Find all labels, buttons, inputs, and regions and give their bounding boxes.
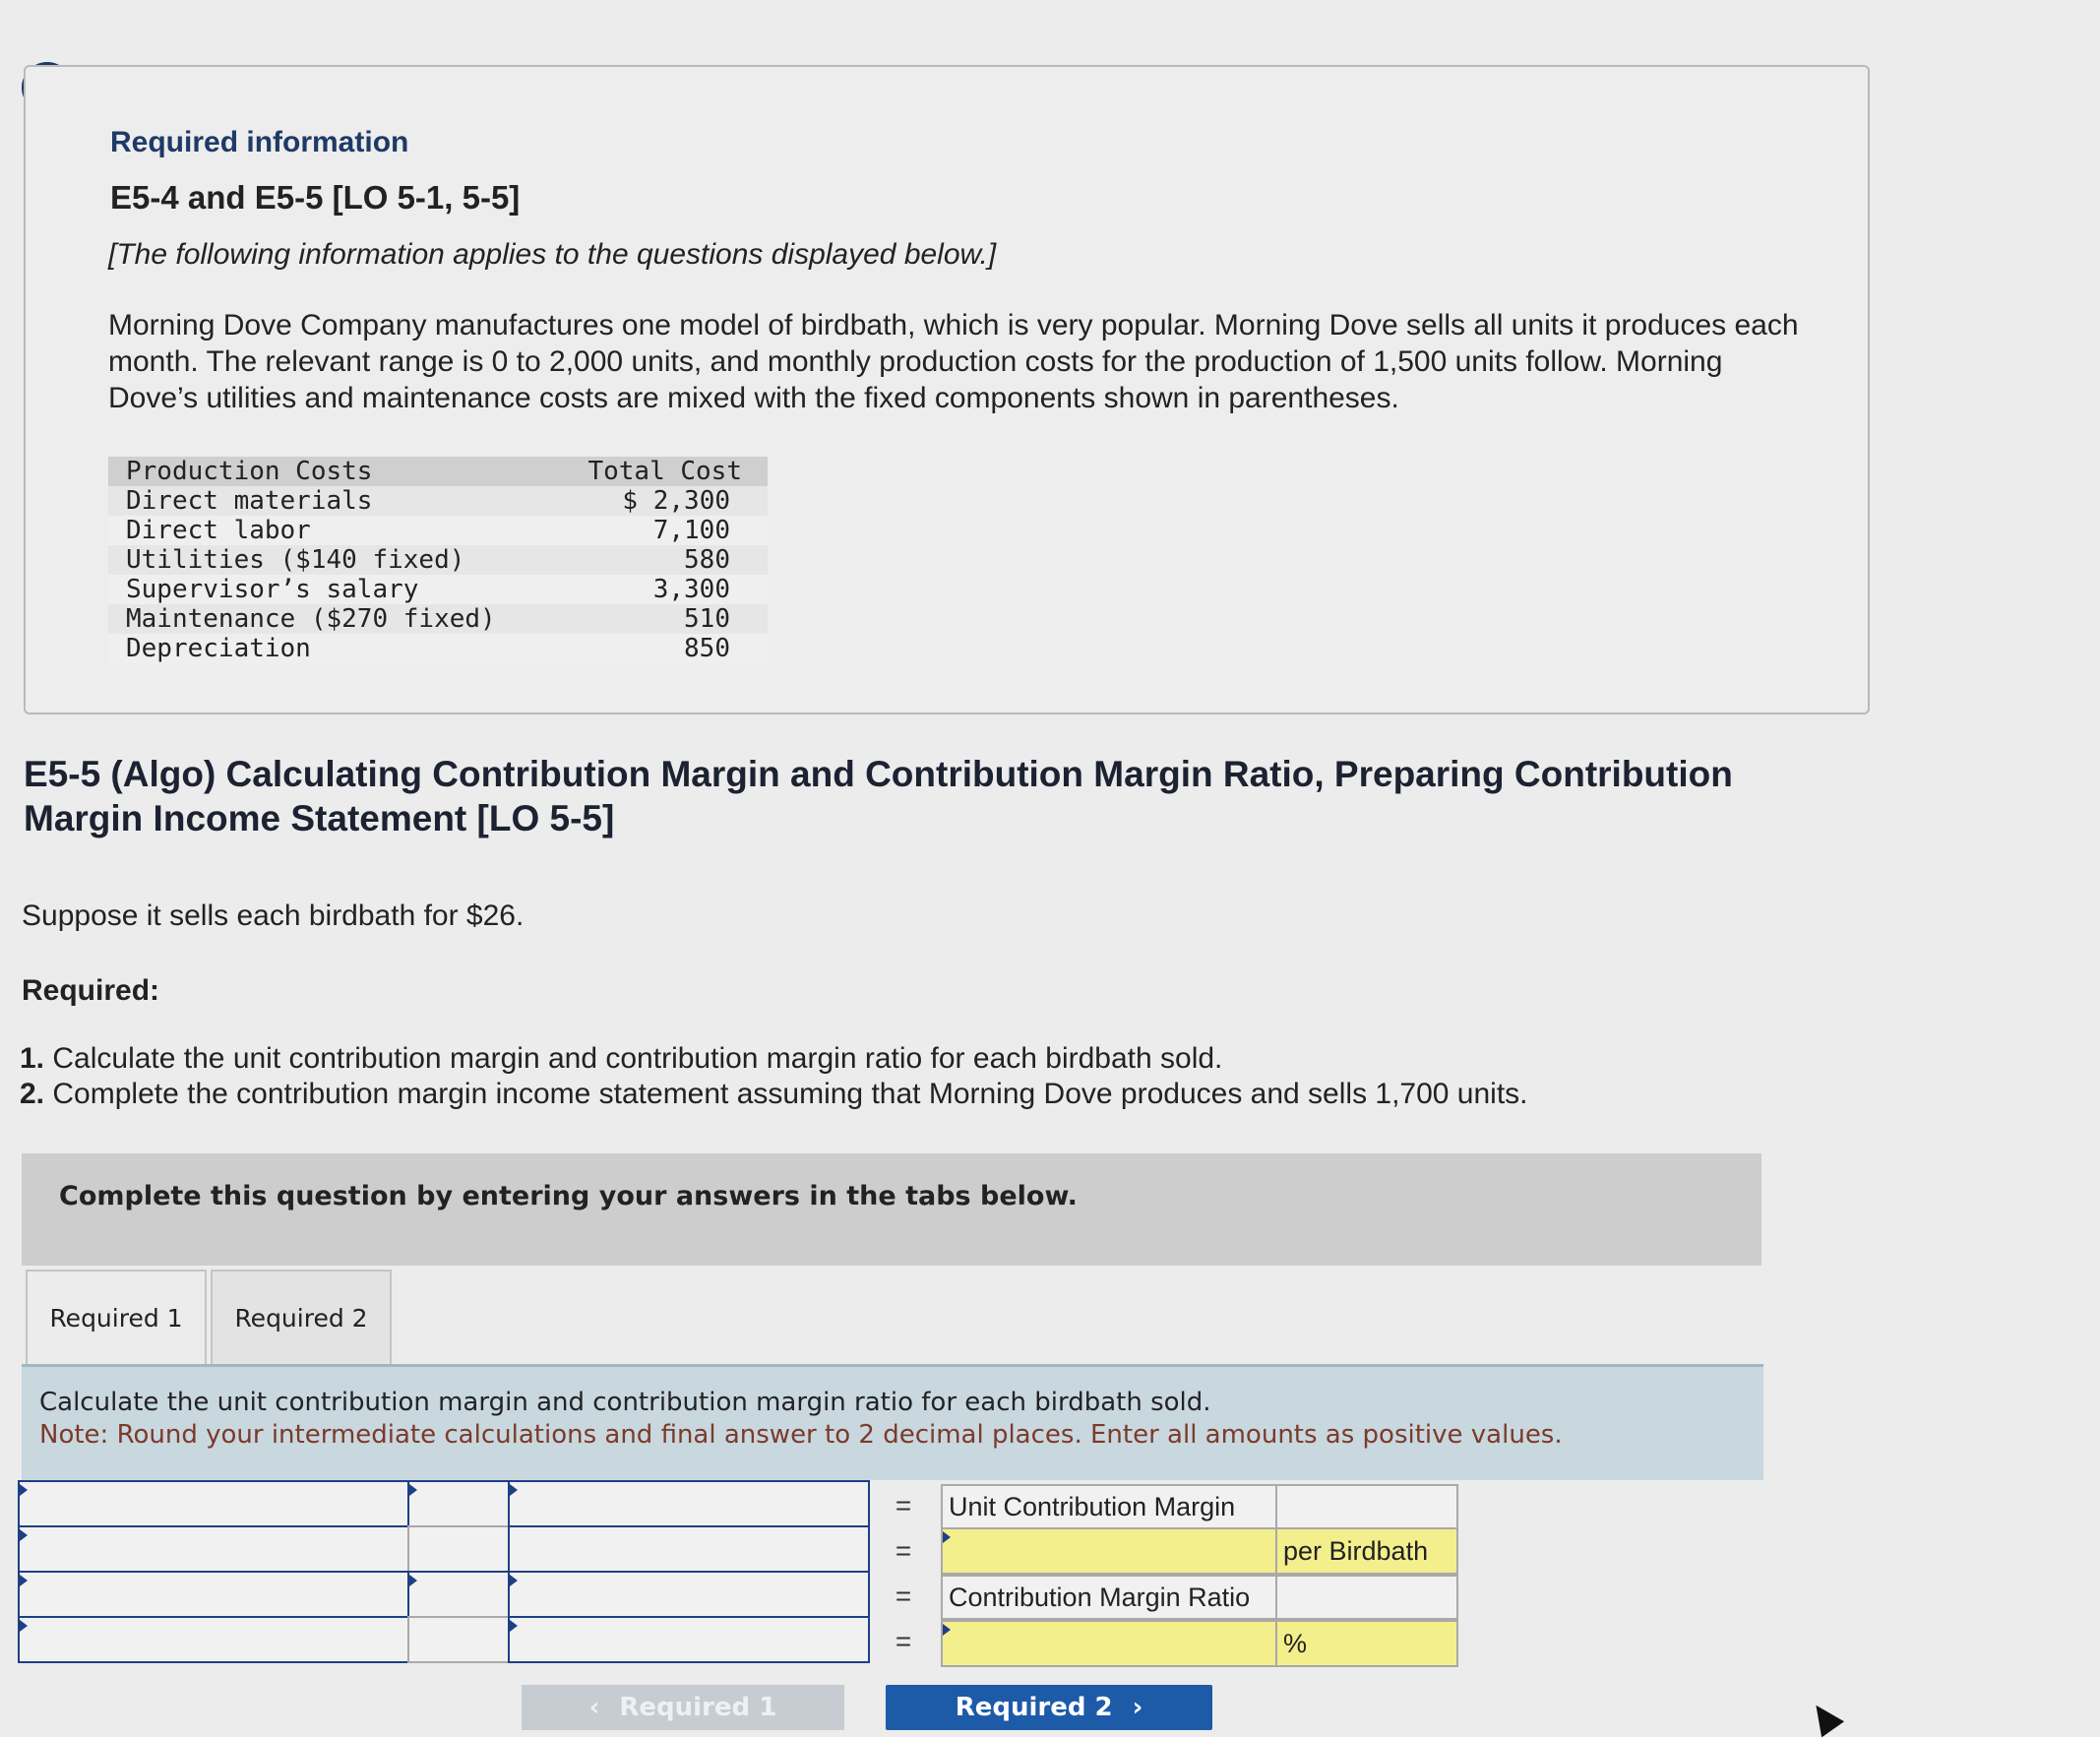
table-row xyxy=(108,575,768,604)
mouse-cursor-icon xyxy=(1805,1698,1844,1737)
column-header-total-cost: Total Cost xyxy=(552,457,768,486)
row3-operator-input[interactable] xyxy=(409,1573,508,1616)
table-row xyxy=(108,604,768,634)
cost-item: Direct materials xyxy=(108,486,552,516)
cost-item: Direct labor xyxy=(108,516,552,545)
equals-sign: = xyxy=(895,1626,912,1656)
blank-label-cell xyxy=(1275,1484,1458,1529)
column-header-production-costs: Production Costs xyxy=(108,457,552,486)
row3-value-input[interactable] xyxy=(510,1573,868,1616)
table-header-row xyxy=(108,457,768,486)
required-list xyxy=(20,1041,1528,1112)
row2-label-select[interactable] xyxy=(18,1525,409,1573)
question-title: E5-5 (Algo) Calculating Contribution Margin and Contribution Margin Ratio, Preparing Contribution Margin Income Statement [LO 5-5] xyxy=(24,754,1733,838)
row1-label-select[interactable] xyxy=(18,1480,409,1527)
equals-sign: = xyxy=(895,1490,912,1520)
instruction-banner: Complete this question by entering your answers in the tabs below. xyxy=(22,1153,1761,1266)
cost-item: Depreciation xyxy=(108,634,552,663)
previous-button-label: Required 1 xyxy=(619,1693,777,1722)
tab-required-1[interactable]: Required 1 xyxy=(26,1270,207,1364)
instruction-note: Note: Round your intermediate calculations and final answer to 2 decimal places. Enter all amounts as positive values. xyxy=(39,1420,1563,1450)
row4-value-input[interactable] xyxy=(510,1618,868,1661)
list-item-number: 1. xyxy=(20,1042,45,1075)
table-row xyxy=(108,516,768,545)
list-item-number: 2. xyxy=(20,1078,45,1110)
unit-contribution-margin-input[interactable] xyxy=(943,1529,1275,1573)
percent-label: % xyxy=(1275,1620,1458,1667)
required-information-heading: Required information xyxy=(110,126,409,158)
list-item xyxy=(20,1077,1528,1112)
list-item xyxy=(20,1041,1528,1077)
row1-value-input-cell[interactable] xyxy=(508,1480,870,1527)
instruction-main: Calculate the unit contribution margin and contribution margin ratio for each birdbath sold. xyxy=(39,1388,1211,1417)
row3-label-select[interactable] xyxy=(18,1571,409,1618)
row2-label-input[interactable] xyxy=(20,1527,407,1571)
contribution-margin-ratio-answer[interactable] xyxy=(941,1620,1277,1667)
contribution-margin-ratio-label: Contribution Margin Ratio xyxy=(941,1575,1277,1620)
reference-title: E5-4 and E5-5 [LO 5-1, 5-5] xyxy=(110,179,521,216)
selling-price-text: Suppose it sells each birdbath for $26. xyxy=(22,900,525,932)
cost-value: 7,100 xyxy=(552,516,768,545)
per-birdbath-label: per Birdbath xyxy=(1275,1527,1458,1575)
chevron-left-icon: ‹ xyxy=(588,1693,600,1722)
row1-operator-select[interactable] xyxy=(407,1480,510,1527)
equals-sign: = xyxy=(895,1581,912,1611)
row1-operator-input[interactable] xyxy=(409,1482,508,1525)
list-item-text: Complete the contribution margin income statement assuming that Morning Dove produces and sells 1,700 units. xyxy=(52,1078,1528,1110)
row1-value-input[interactable] xyxy=(510,1482,868,1525)
tab-instructions xyxy=(22,1364,1763,1480)
cost-item: Maintenance ($270 fixed) xyxy=(108,604,552,634)
equals-sign: = xyxy=(895,1535,912,1566)
required-label: Required: xyxy=(22,974,160,1007)
cost-value: $ 2,300 xyxy=(552,486,768,516)
row3-label-input[interactable] xyxy=(20,1573,407,1616)
applies-note: [The following information applies to the questions displayed below.] xyxy=(108,238,997,271)
cost-value: 510 xyxy=(552,604,768,634)
row4-value-input-cell[interactable] xyxy=(508,1616,870,1663)
previous-required-1-button[interactable] xyxy=(522,1685,844,1730)
table-row xyxy=(108,634,768,663)
row2-value-input-cell[interactable] xyxy=(508,1525,870,1573)
chevron-right-icon: › xyxy=(1132,1693,1143,1722)
blank-label-cell xyxy=(1275,1575,1458,1620)
row4-operator-cell[interactable] xyxy=(407,1616,510,1663)
unit-contribution-margin-label: Unit Contribution Margin xyxy=(941,1484,1277,1529)
scenario-text: Morning Dove Company manufactures one model of birdbath, which is very popular. Morning Dove sells all units it produces each month. The relevant range is 0 to 2,000 units, and monthly production costs for the production of 1,500 units follow. Morning Dove’s utilities and maintenance costs are mixed with the fixed components shown in parentheses. xyxy=(108,309,1799,414)
row3-value-input-cell[interactable] xyxy=(508,1571,870,1618)
cost-item: Utilities ($140 fixed) xyxy=(108,545,552,575)
row1-label-input[interactable] xyxy=(20,1482,407,1525)
row4-operator-input[interactable] xyxy=(409,1618,508,1661)
row3-operator-select[interactable] xyxy=(407,1571,510,1618)
row4-label-input[interactable] xyxy=(20,1618,407,1661)
production-costs-table xyxy=(108,457,768,663)
list-item-text: Calculate the unit contribution margin and contribution margin ratio for each birdbath sold. xyxy=(52,1042,1223,1075)
row2-value-input[interactable] xyxy=(510,1527,868,1571)
next-required-2-button[interactable] xyxy=(886,1685,1212,1730)
cost-value: 850 xyxy=(552,634,768,663)
row4-label-select[interactable] xyxy=(18,1616,409,1663)
table-row xyxy=(108,486,768,516)
table-row xyxy=(108,545,768,575)
next-button-label: Required 2 xyxy=(955,1693,1113,1722)
row2-operator-cell[interactable] xyxy=(407,1525,510,1573)
contribution-margin-ratio-input[interactable] xyxy=(943,1622,1275,1665)
row2-operator-input[interactable] xyxy=(409,1527,508,1571)
tab-required-2[interactable]: Required 2 xyxy=(211,1270,392,1364)
unit-contribution-margin-answer[interactable] xyxy=(941,1527,1277,1575)
cost-value: 580 xyxy=(552,545,768,575)
cost-value: 3,300 xyxy=(552,575,768,604)
cost-item: Supervisor’s salary xyxy=(108,575,552,604)
